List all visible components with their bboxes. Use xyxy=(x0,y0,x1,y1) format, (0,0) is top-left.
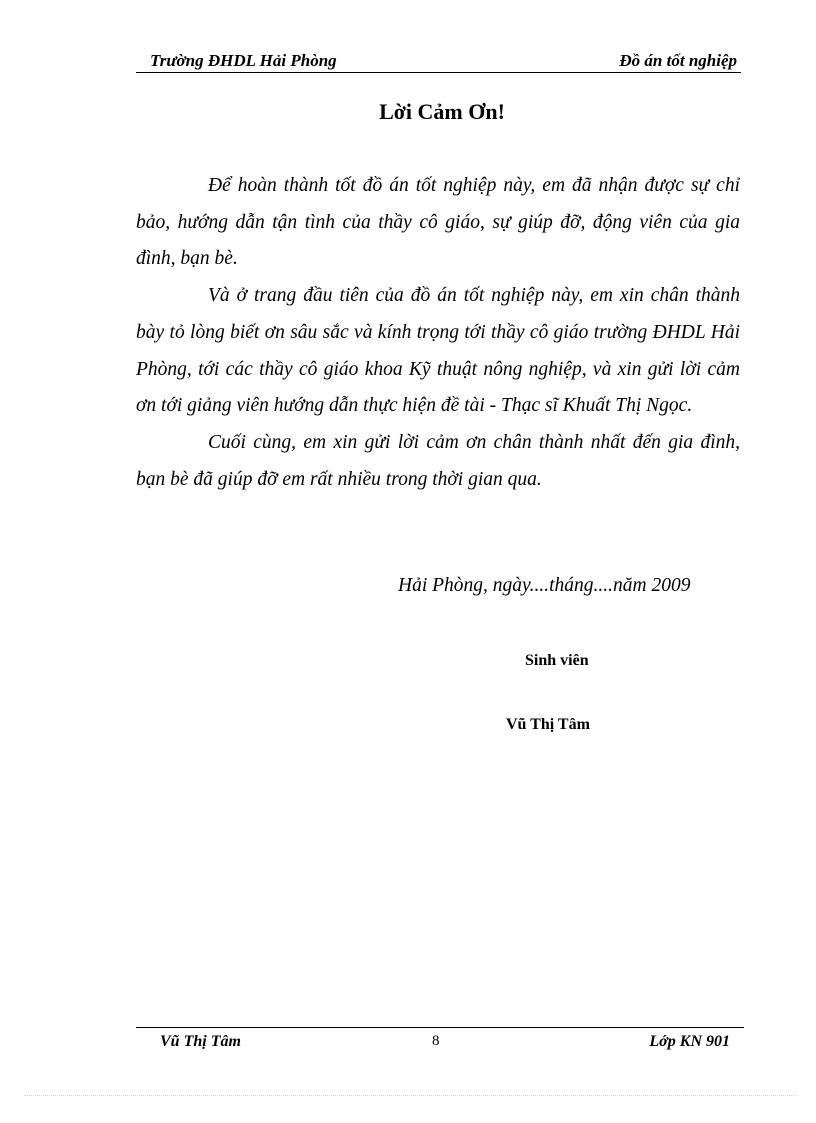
footer-class: Lớp KN 901 xyxy=(649,1033,730,1050)
page-edge-divider xyxy=(24,1095,796,1096)
paragraph: Cuối cùng, em xin gửi lời cảm ơn chân thành nhất đến gia đình, bạn bè đã giúp đỡ em rất nhiều trong thời gian qua. xyxy=(136,431,740,490)
page-footer xyxy=(136,1033,744,1055)
signature-name: Vũ Thị Tâm xyxy=(506,716,590,733)
header-school: Trường ĐHDL Hải Phòng xyxy=(150,51,337,70)
paragraph: Để hoàn thành tốt đồ án tốt nghiệp này, em đã nhận được sự chỉ bảo, hướng dẫn tận tình của thầy cô giáo, sự giúp đỡ, động viên của gia đình, bạn bè. xyxy=(136,175,740,270)
acknowledgement-body xyxy=(136,168,740,498)
signature-date: Hải Phòng, ngày....tháng....năm 2009 xyxy=(398,575,691,596)
footer-author: Vũ Thị Tâm xyxy=(160,1033,241,1050)
page-number: 8 xyxy=(432,1033,440,1049)
signature-role: Sinh viên xyxy=(525,652,589,669)
paragraph: Và ở trang đầu tiên của đồ án tốt nghiệp này, em xin chân thành bày tỏ lòng biết ơn sâu sắc và kính trọng tới thầy cô giáo trường ĐHDL Hải Phòng, tới các thầy cô giáo khoa Kỹ thuật nông nghiệp, và xin gửi lời cảm ơn tới giảng viên hướng dẫn thực hiện đề tài - Thạc sĩ Khuất Thị Ngọc. xyxy=(136,285,740,417)
footer-divider xyxy=(136,1027,744,1028)
header-doc-type: Đồ án tốt nghiệp xyxy=(619,51,737,70)
page-title: Lời Cảm Ơn! xyxy=(379,99,505,124)
page-header xyxy=(136,50,741,73)
